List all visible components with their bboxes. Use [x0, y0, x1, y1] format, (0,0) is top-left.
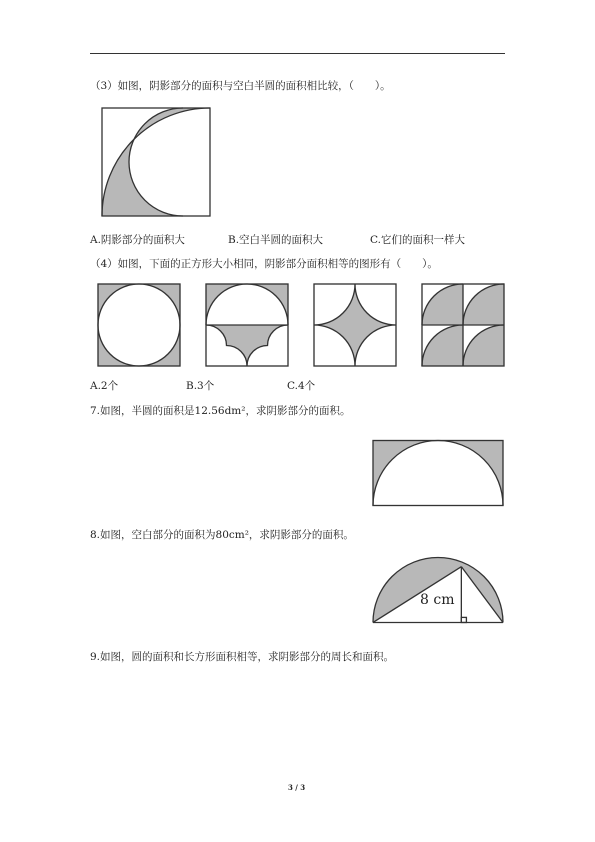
q7-figure: [373, 440, 503, 506]
q4-figure-3: [314, 284, 396, 366]
q4-figure-1-circle: [98, 284, 180, 366]
header-rule: [90, 53, 505, 54]
q9-stem: 9.如图，圆的面积和长方形面积相等，求阴影部分的周长和面积。: [90, 651, 395, 663]
q3-stem: （3）如图，阴影部分的面积与空白半圆的面积相比较，（ ）。: [90, 80, 391, 92]
q3-figure: [102, 108, 212, 218]
q4-figure-2: [206, 284, 288, 366]
page-number: 3 / 3: [288, 783, 306, 792]
q4-option-b: B.3个: [186, 380, 215, 392]
q3-option-b: B.空白半圆的面积大: [228, 234, 324, 246]
q3-option-a: A.阴影部分的面积大: [90, 234, 185, 246]
q4-figure-2-top-corners: [206, 284, 288, 325]
q8-stem: 8.如图，空白部分的面积为80cm²，求阴影部分的面积。: [90, 529, 354, 541]
q3-option-c: C.它们的面积一样大: [370, 234, 465, 246]
q4-option-a: A.2个: [90, 380, 119, 392]
q4-option-c: C.4个: [287, 380, 316, 392]
q8-figure-label: 8 cm: [420, 592, 455, 608]
q3-shaded-region: [102, 108, 210, 216]
q4-figure-2-middle-region: [206, 325, 288, 366]
q4-figure-4: [422, 284, 504, 366]
q8-figure: [373, 558, 505, 624]
q4-figure-3-star: [314, 284, 396, 366]
q4-figure-1: [98, 284, 180, 366]
q7-stem: 7.如图，半圆的面积是12.56dm²，求阴影部分的面积。: [90, 405, 351, 417]
q4-stem: （4）如图，下面的正方形大小相同，阴影部分面积相等的图形有（ ）。: [90, 258, 438, 270]
